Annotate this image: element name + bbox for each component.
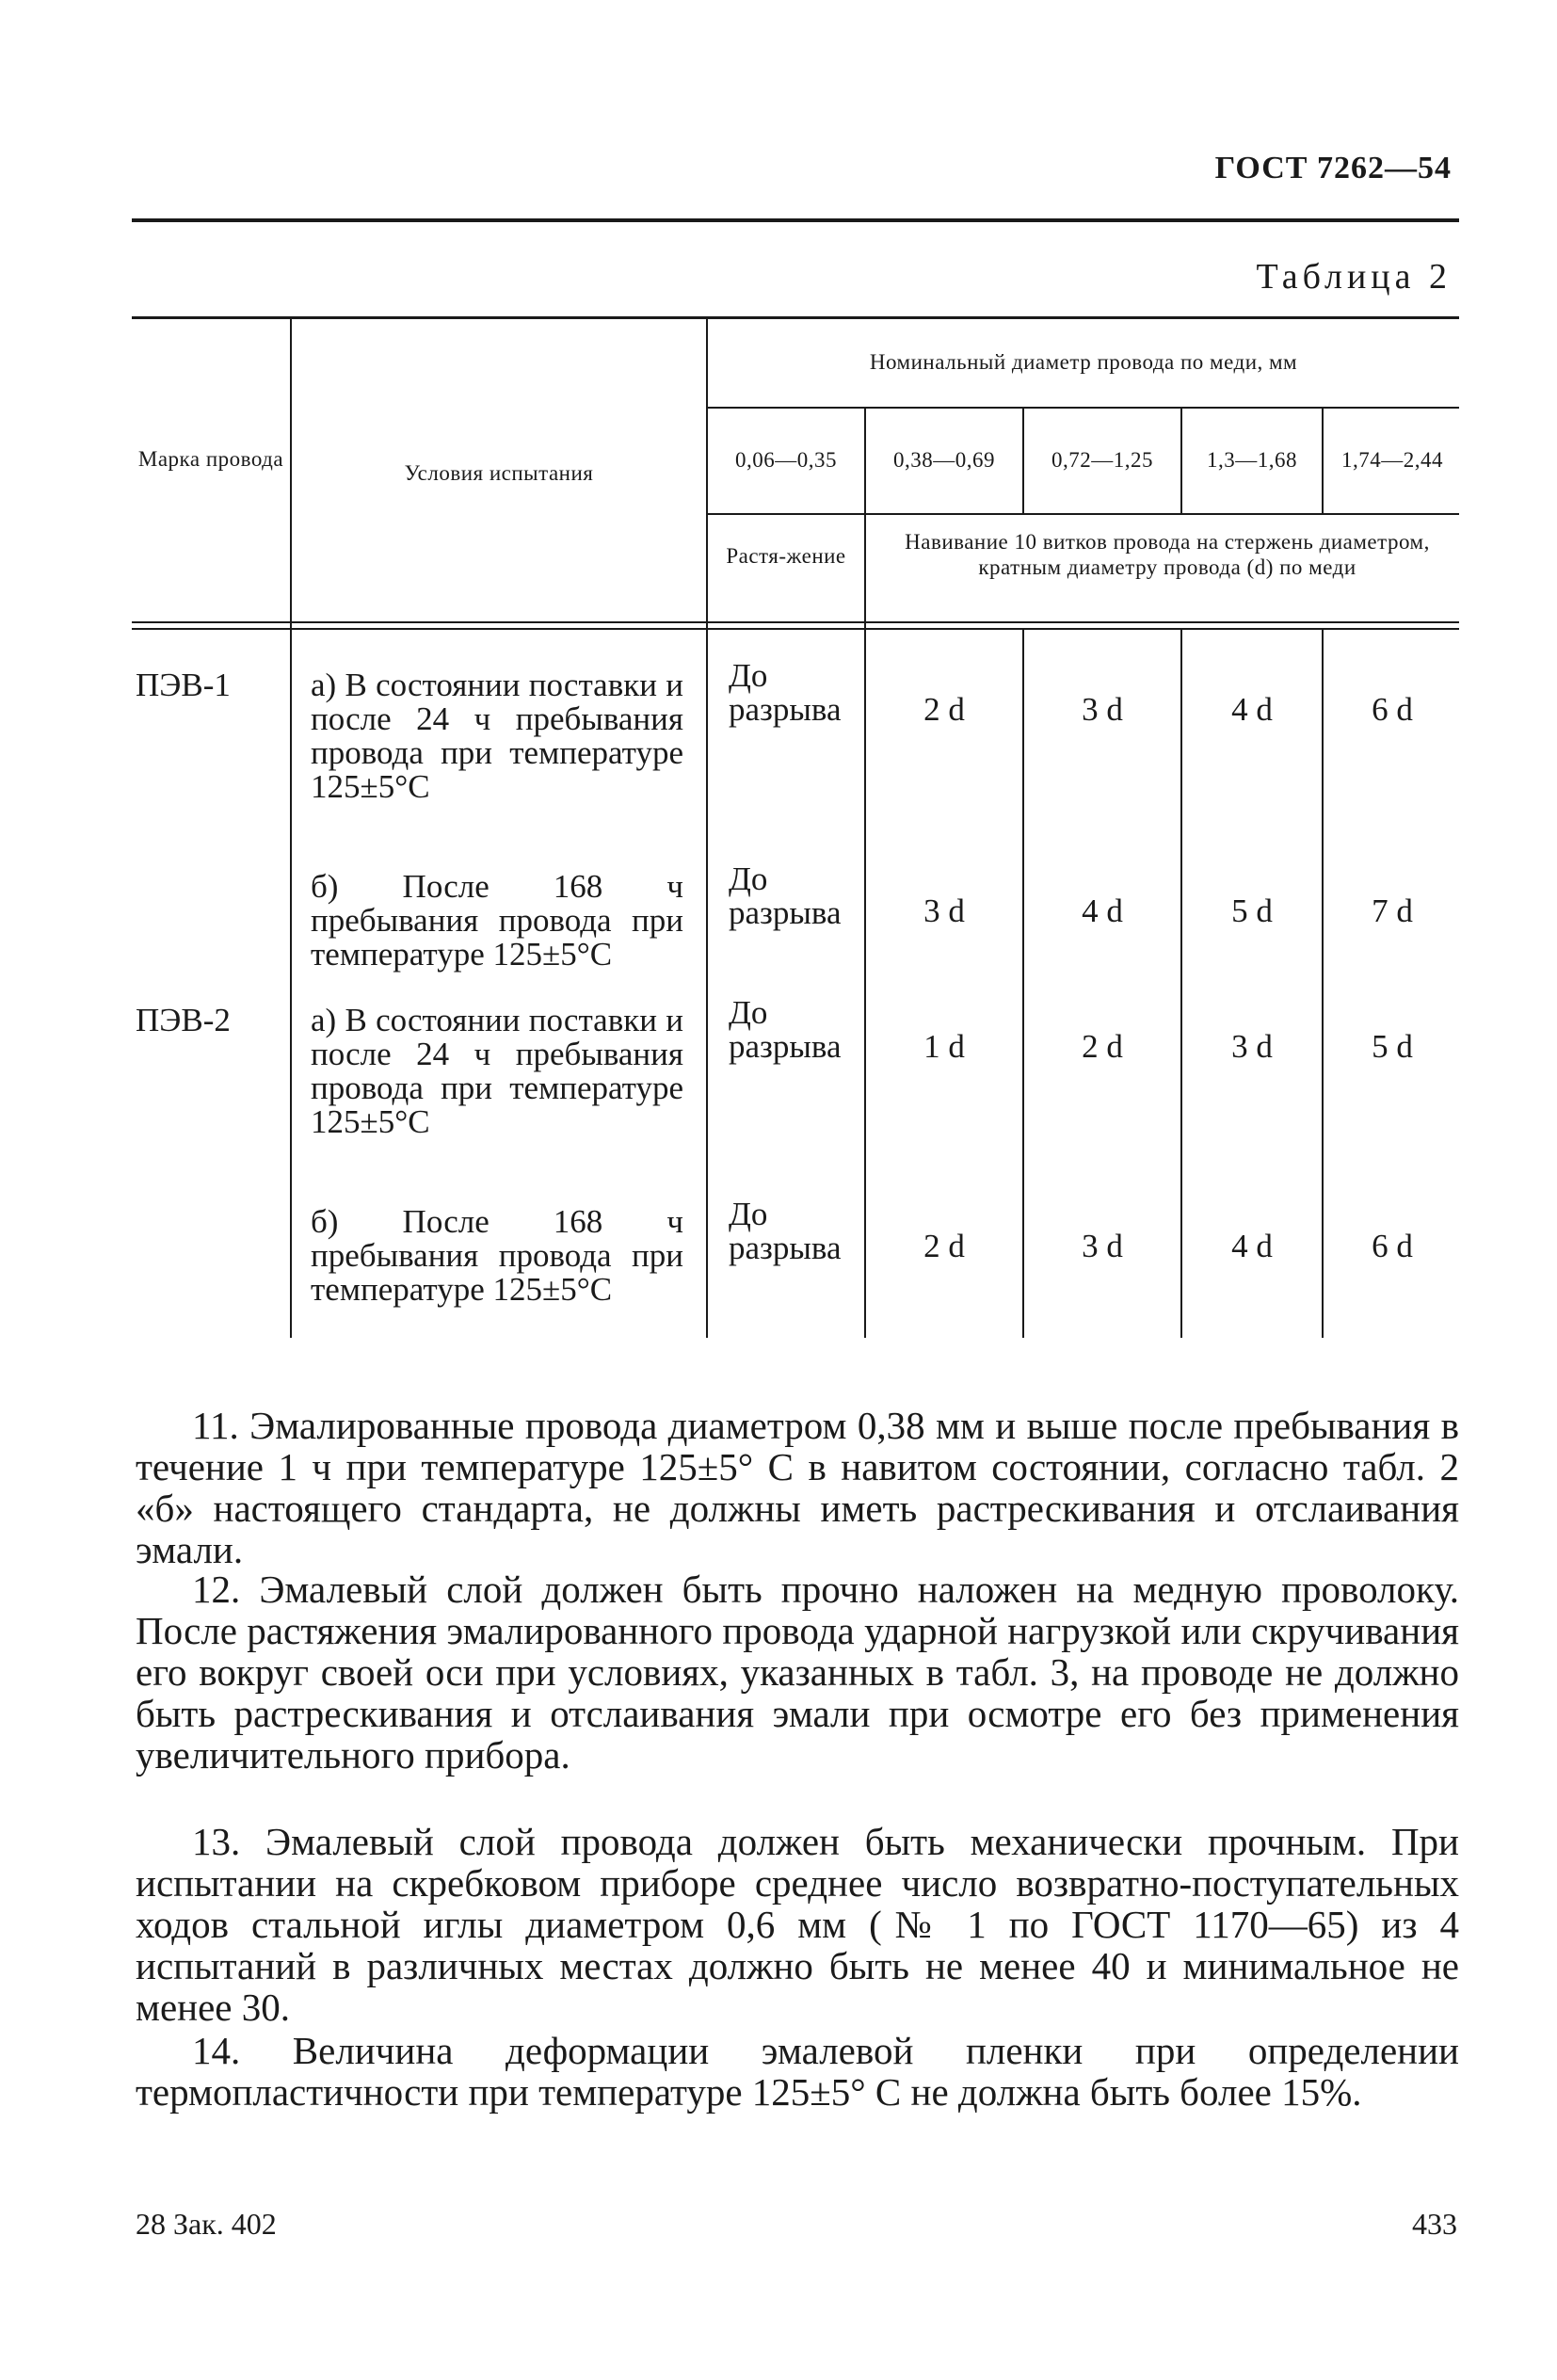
winding-value: 4 d xyxy=(1231,691,1273,728)
wire-mark: ПЭВ-1 xyxy=(136,667,231,703)
table-caption: Таблица 2 xyxy=(1256,257,1452,297)
col-header-mark: Марка провода xyxy=(137,447,284,471)
table-top-rule xyxy=(132,316,1459,319)
header-double-rule xyxy=(132,628,1459,630)
winding-value: 4 d xyxy=(1231,1228,1273,1264)
winding-value: 1 d xyxy=(923,1028,965,1065)
subheader-stretch: Растя-жение xyxy=(726,544,846,568)
test-condition: б) После 168 ч пребывания провода при температуре 125±5°С xyxy=(311,868,683,973)
col-header-diameter: Номинальный диаметр провода по меди, мм xyxy=(869,350,1298,374)
winding-value: 2 d xyxy=(923,1228,965,1264)
header-rule xyxy=(132,218,1459,222)
winding-value: 3 d xyxy=(1082,691,1123,728)
test-condition: а) В состоянии поставки и после 24 ч пребывания провода при температуре 125±5°С xyxy=(311,1002,683,1140)
winding-value: 2 d xyxy=(923,691,965,728)
winding-value: 5 d xyxy=(1231,892,1273,929)
range-header: 1,3—1,68 xyxy=(1207,448,1297,472)
col-header-conditions: Условия испытания xyxy=(404,461,594,485)
col-divider xyxy=(290,319,292,1338)
col-divider xyxy=(864,407,866,1338)
winding-value: 5 d xyxy=(1372,1028,1413,1065)
paragraph-11: 11. Эмалированные провода диаметром 0,38 мм и выше после пребывания в течение 1 ч при температуре 125±5° С в навитом состоянии, согласно табл. 2 «б» настоящего стандарта, не должны иметь растрескивания и отслаивания эмали. xyxy=(136,1404,1459,1571)
header-double-rule xyxy=(132,621,1459,623)
print-order-note: 28 Зак. 402 xyxy=(136,2207,277,2241)
header-divider xyxy=(708,407,1459,409)
stretch-value: До разрыва xyxy=(729,1196,842,1266)
winding-value: 6 d xyxy=(1372,691,1413,728)
paragraph-12: 12. Эмалевый слой должен быть прочно наложен на медную проволоку. После растяжения эмалированного провода ударной нагрузкой или скручивания его вокруг своей оси при условиях, указанных в табл. 3, на проводе не должно быть растрескивания и отслаивания эмали при осмотре его без применения увеличительного прибора. xyxy=(136,1568,1459,1777)
test-condition: а) В состоянии поставки и после 24 ч пребывания провода при температуре 125±5°С xyxy=(311,667,683,805)
winding-value: 3 d xyxy=(1231,1028,1273,1065)
range-header: 1,74—2,44 xyxy=(1341,448,1443,472)
page-number: 433 xyxy=(1412,2207,1457,2241)
range-header: 0,38—0,69 xyxy=(893,448,995,472)
stretch-value: До разрыва xyxy=(729,657,842,728)
winding-value: 7 d xyxy=(1372,892,1413,929)
winding-value: 3 d xyxy=(923,892,965,929)
range-header: 0,72—1,25 xyxy=(1051,448,1153,472)
winding-value: 4 d xyxy=(1082,892,1123,929)
winding-value: 3 d xyxy=(1082,1228,1123,1264)
wire-mark: ПЭВ-2 xyxy=(136,1002,231,1038)
paragraph-13: 13. Эмалевый слой провода должен быть механически прочным. При испытании на скребковом приборе среднее число возвратно-поступательных ходов стальной иглы диаметром 0,6 мм (№ 1 по ГОСТ 1170—65) из 4 испытаний в различных местах должно быть не менее 40 и минимальное не менее 30. xyxy=(136,1820,1459,2029)
subheader-winding: Навивание 10 витков провода на стержень диаметром, кратным диаметру провода (d) по меди xyxy=(905,530,1430,579)
paragraph-14: 14. Величина деформации эмалевой пленки при определении термопластичности при температуре 125±5° С не должна быть более 15%. xyxy=(136,2029,1459,2114)
test-condition: б) После 168 ч пребывания провода при температуре 125±5°С xyxy=(311,1203,683,1308)
winding-value: 2 d xyxy=(1082,1028,1123,1065)
document-code: ГОСТ 7262—54 xyxy=(1214,151,1452,185)
range-header: 0,06—0,35 xyxy=(735,448,837,472)
stretch-value: До разрыва xyxy=(729,994,842,1065)
winding-value: 6 d xyxy=(1372,1228,1413,1264)
stretch-value: До разрыва xyxy=(729,860,842,931)
header-divider xyxy=(708,513,1459,515)
